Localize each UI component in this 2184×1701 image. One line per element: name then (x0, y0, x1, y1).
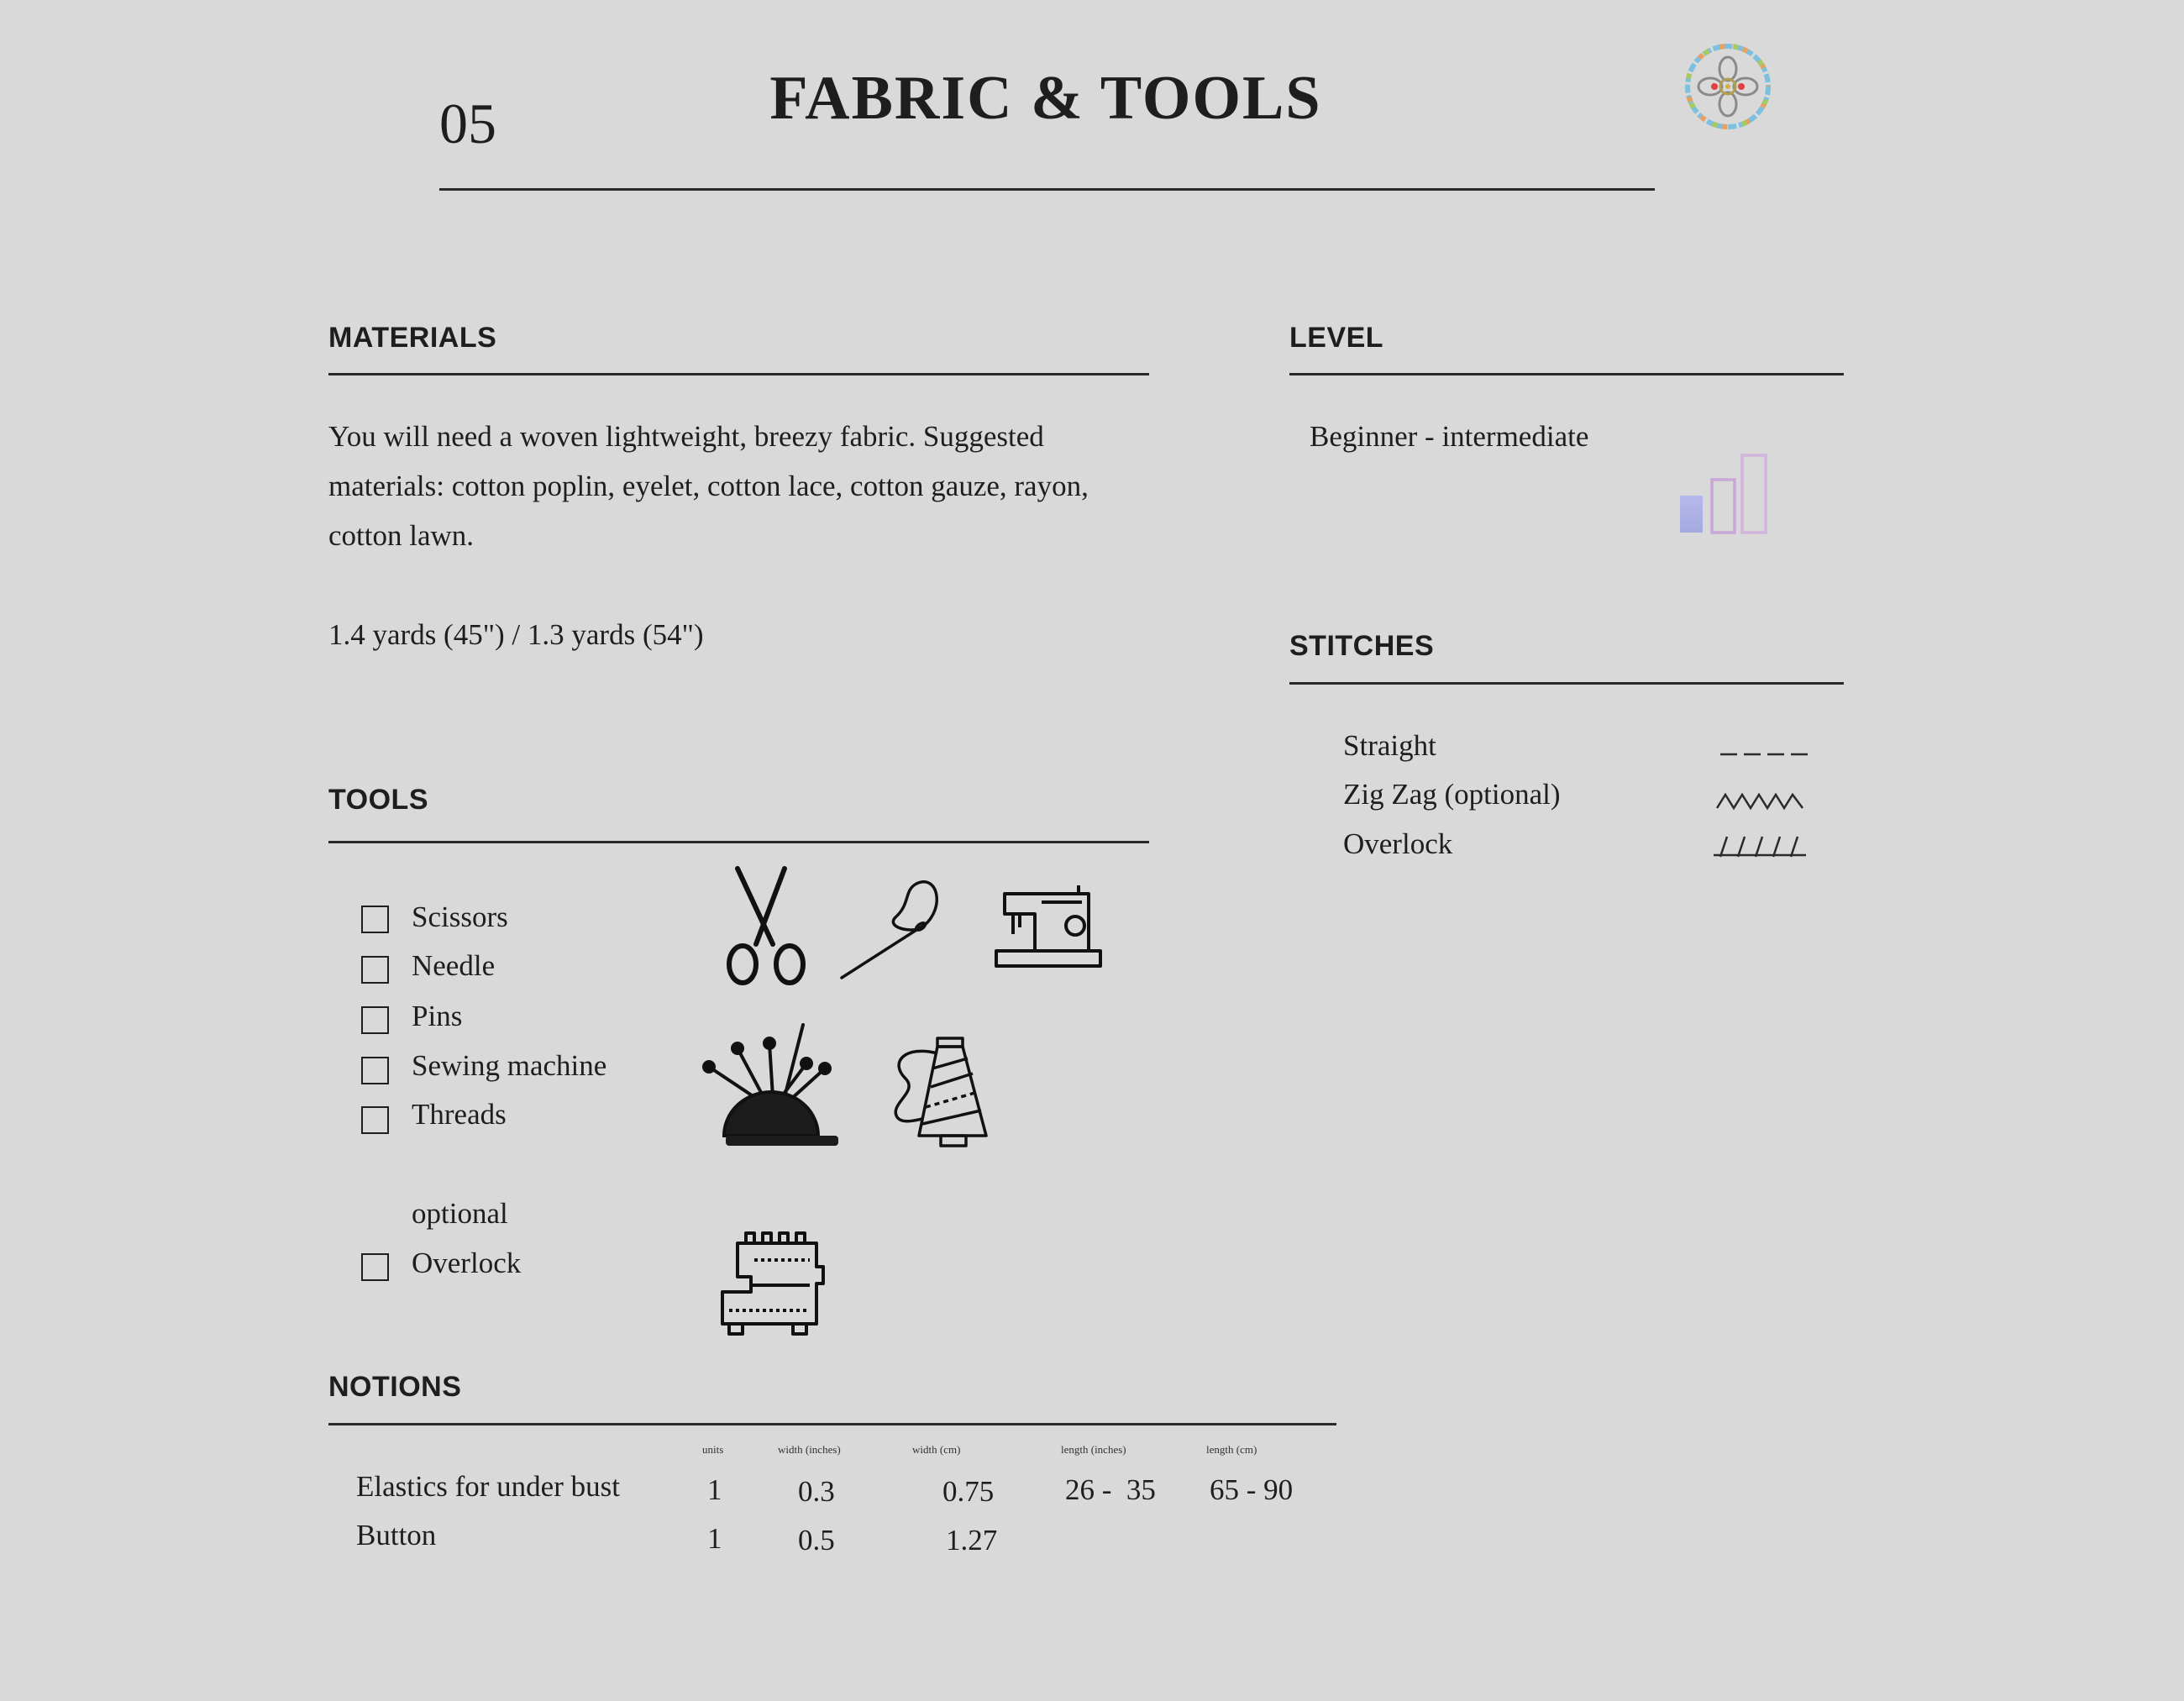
materials-description (328, 412, 1135, 560)
notions-row-units: 1 (707, 1522, 722, 1555)
tool-label-pins: Pins (412, 1000, 463, 1032)
straight-stitch-icon (1719, 748, 1811, 764)
notions-col-length-inches: length (inches) (1061, 1443, 1126, 1456)
pincushion-icon (699, 1020, 843, 1149)
checkbox-scissors[interactable] (361, 906, 389, 933)
notions-row-name: Button (356, 1519, 437, 1551)
tool-label-needle: Needle (412, 949, 496, 982)
stitches-heading: STITCHES (1289, 630, 1435, 662)
scissors-icon (721, 864, 815, 988)
stitch-label-straight: Straight (1343, 729, 1436, 762)
header-divider (439, 188, 1655, 191)
tools-heading: TOOLS (328, 784, 428, 816)
materials-line: You will need a woven lightweight, breezy fabric. Suggested (328, 420, 1044, 453)
checkbox-sewing-machine[interactable] (361, 1057, 389, 1084)
tool-label-sewing-machine: Sewing machine (412, 1049, 607, 1082)
notions-row-units: 1 (707, 1473, 722, 1506)
materials-divider (328, 373, 1149, 375)
fabric-yardage: 1.4 yards (45") / 1.3 yards (54") (328, 618, 704, 651)
needle-thread-icon (837, 874, 946, 983)
notions-row-width-cm: 1.27 (946, 1524, 998, 1557)
notions-row-length-cm: 65 - 90 (1210, 1473, 1294, 1506)
notions-row-length-in: 26 - 35 (1065, 1473, 1156, 1506)
stitches-divider (1289, 682, 1844, 685)
page-title: FABRIC & TOOLS (769, 64, 1322, 133)
notions-heading: NOTIONS (328, 1371, 462, 1403)
notions-divider (328, 1423, 1336, 1425)
checkbox-pins[interactable] (361, 1006, 389, 1034)
notions-col-width-inches: width (inches) (778, 1443, 841, 1456)
level-text: Beginner - intermediate (1310, 420, 1589, 453)
notions-col-length-cm: length (cm) (1206, 1443, 1257, 1456)
page-number: 05 (439, 92, 496, 155)
notions-row-width-in: 0.3 (798, 1475, 835, 1508)
level-heading: LEVEL (1289, 322, 1384, 354)
tool-label-scissors: Scissors (412, 900, 508, 933)
tool-label-overlock: Overlock (412, 1247, 522, 1279)
level-bars-icon (1678, 452, 1771, 540)
optional-label: optional (412, 1197, 508, 1230)
tool-label-threads: Threads (412, 1098, 507, 1131)
checkbox-threads[interactable] (361, 1106, 389, 1134)
zigzag-stitch-icon (1715, 790, 1808, 816)
checkbox-needle[interactable] (361, 956, 389, 984)
materials-heading: MATERIALS (328, 322, 497, 354)
sewing-machine-icon (995, 884, 1102, 969)
notions-row-width-cm: 0.75 (942, 1475, 995, 1508)
materials-line: cotton lawn. (328, 519, 475, 552)
overlock-stitch-icon (1710, 833, 1808, 864)
stitch-label-overlock: Overlock (1343, 827, 1453, 860)
tools-divider (328, 841, 1149, 843)
level-divider (1289, 373, 1844, 375)
notions-col-width-cm: width (cm) (912, 1443, 961, 1456)
checkbox-overlock[interactable] (361, 1253, 389, 1281)
overlock-machine-icon (717, 1230, 832, 1341)
notions-col-units: units (702, 1443, 724, 1456)
stitch-label-zigzag: Zig Zag (optional) (1343, 778, 1561, 811)
mandala-logo-icon (1683, 42, 1772, 131)
notions-row-name: Elastics for under bust (356, 1470, 620, 1503)
thread-spool-icon (889, 1037, 996, 1149)
notions-row-width-in: 0.5 (798, 1524, 835, 1557)
materials-line: materials: cotton poplin, eyelet, cotton lace, cotton gauze, rayon, (328, 470, 1089, 502)
